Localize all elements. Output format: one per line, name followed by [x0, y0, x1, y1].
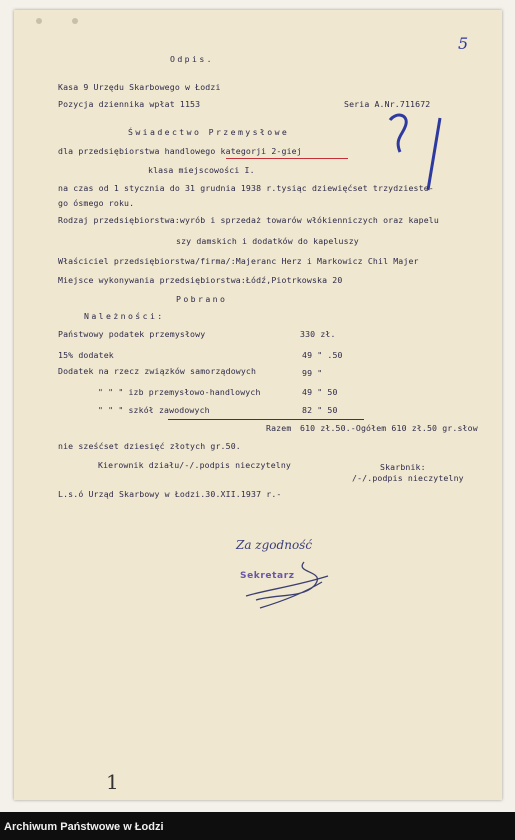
total-label: Razem [266, 423, 292, 433]
fee-amount: 99 " [302, 368, 323, 378]
total-in-words: nie sześćset dziesięć złotych gr.50. [58, 441, 241, 451]
certificate-category: dla przedsiębiorstwa handlowego kategorji 2-giej [58, 146, 302, 156]
treasurer-title: Skarbnik: [380, 462, 426, 472]
series-number: Seria A.Nr.711672 [344, 99, 431, 109]
page-number: 5 [458, 34, 469, 53]
handwritten-mark [382, 100, 462, 195]
dues-title: Należności: [84, 311, 165, 321]
document-title: Odpis. [170, 54, 214, 64]
secretary-stamp: Sekretarz [240, 571, 295, 581]
business-type-1: Rodzaj przedsiębiorstwa:wyrób i sprzedaż towarów włókienniczych oraz kapelu [58, 215, 439, 225]
office-name: Kasa 9 Urzędu Skarbowego w Łodzi [58, 82, 221, 92]
fee-amount: 82 " 50 [302, 405, 338, 415]
fee-amount: 330 zł. [300, 329, 336, 339]
period-line-1: na czas od 1 stycznia do 31 grudnia 1938 r.tysiąc dziewięćset trzydzieste- [58, 183, 434, 193]
archive-name: Archiwum Państwowe w Łodzi [4, 821, 164, 833]
journal-position: Pozycja dziennika wpłat 1153 [58, 99, 201, 109]
punch-hole [36, 18, 42, 24]
fee-label: Państwowy podatek przemysłowy [58, 329, 206, 339]
locality-class: klasa miejscowości I. [148, 165, 255, 175]
fee-amount: 49 " 50 [302, 387, 338, 397]
certificate-title: Świadectwo Przemysłowe [128, 127, 290, 137]
fee-label: " " " szkół zawodowych [98, 405, 210, 415]
owner-line: Właściciel przedsiębiorstwa/firma/:Majeranc Herz i Markowicz Chil Majer [58, 256, 419, 266]
fee-label: " " " izb przemysłowo-handlowych [98, 387, 261, 397]
collected-label: Pobrano [176, 294, 228, 304]
total-rule [168, 419, 364, 420]
head-signature: Kierownik działu/-/.podpis nieczytelny [98, 460, 292, 470]
treasurer-signature: /-/.podpis nieczytelny [352, 473, 464, 483]
business-type-2: szy damskich i dodatków do kapeluszy [176, 236, 359, 246]
certified-note: Za zgodność [236, 538, 313, 552]
seal-line: L.s.ó Urząd Skarbowy w Łodzi.30.XII.1937 r.- [58, 489, 282, 499]
fee-label: 15% dodatek [58, 350, 114, 360]
punch-hole [72, 18, 78, 24]
period-line-2: go ósmego roku. [58, 198, 135, 208]
margin-mark: 1 [106, 770, 119, 794]
fee-amount: 49 " .50 [302, 350, 343, 360]
fee-label: Dodatek na rzecz związków samorządowych [58, 366, 257, 376]
place-line: Miejsce wykonywania przedsiębiorstwa:Łódź,Piotrkowska 20 [58, 275, 343, 285]
signature-scribble [236, 556, 346, 616]
total-amount: 610 zł.50.-Ogółem 610 zł.50 gr.słow [300, 423, 478, 433]
archive-footer [0, 812, 515, 840]
red-underline [226, 158, 348, 159]
